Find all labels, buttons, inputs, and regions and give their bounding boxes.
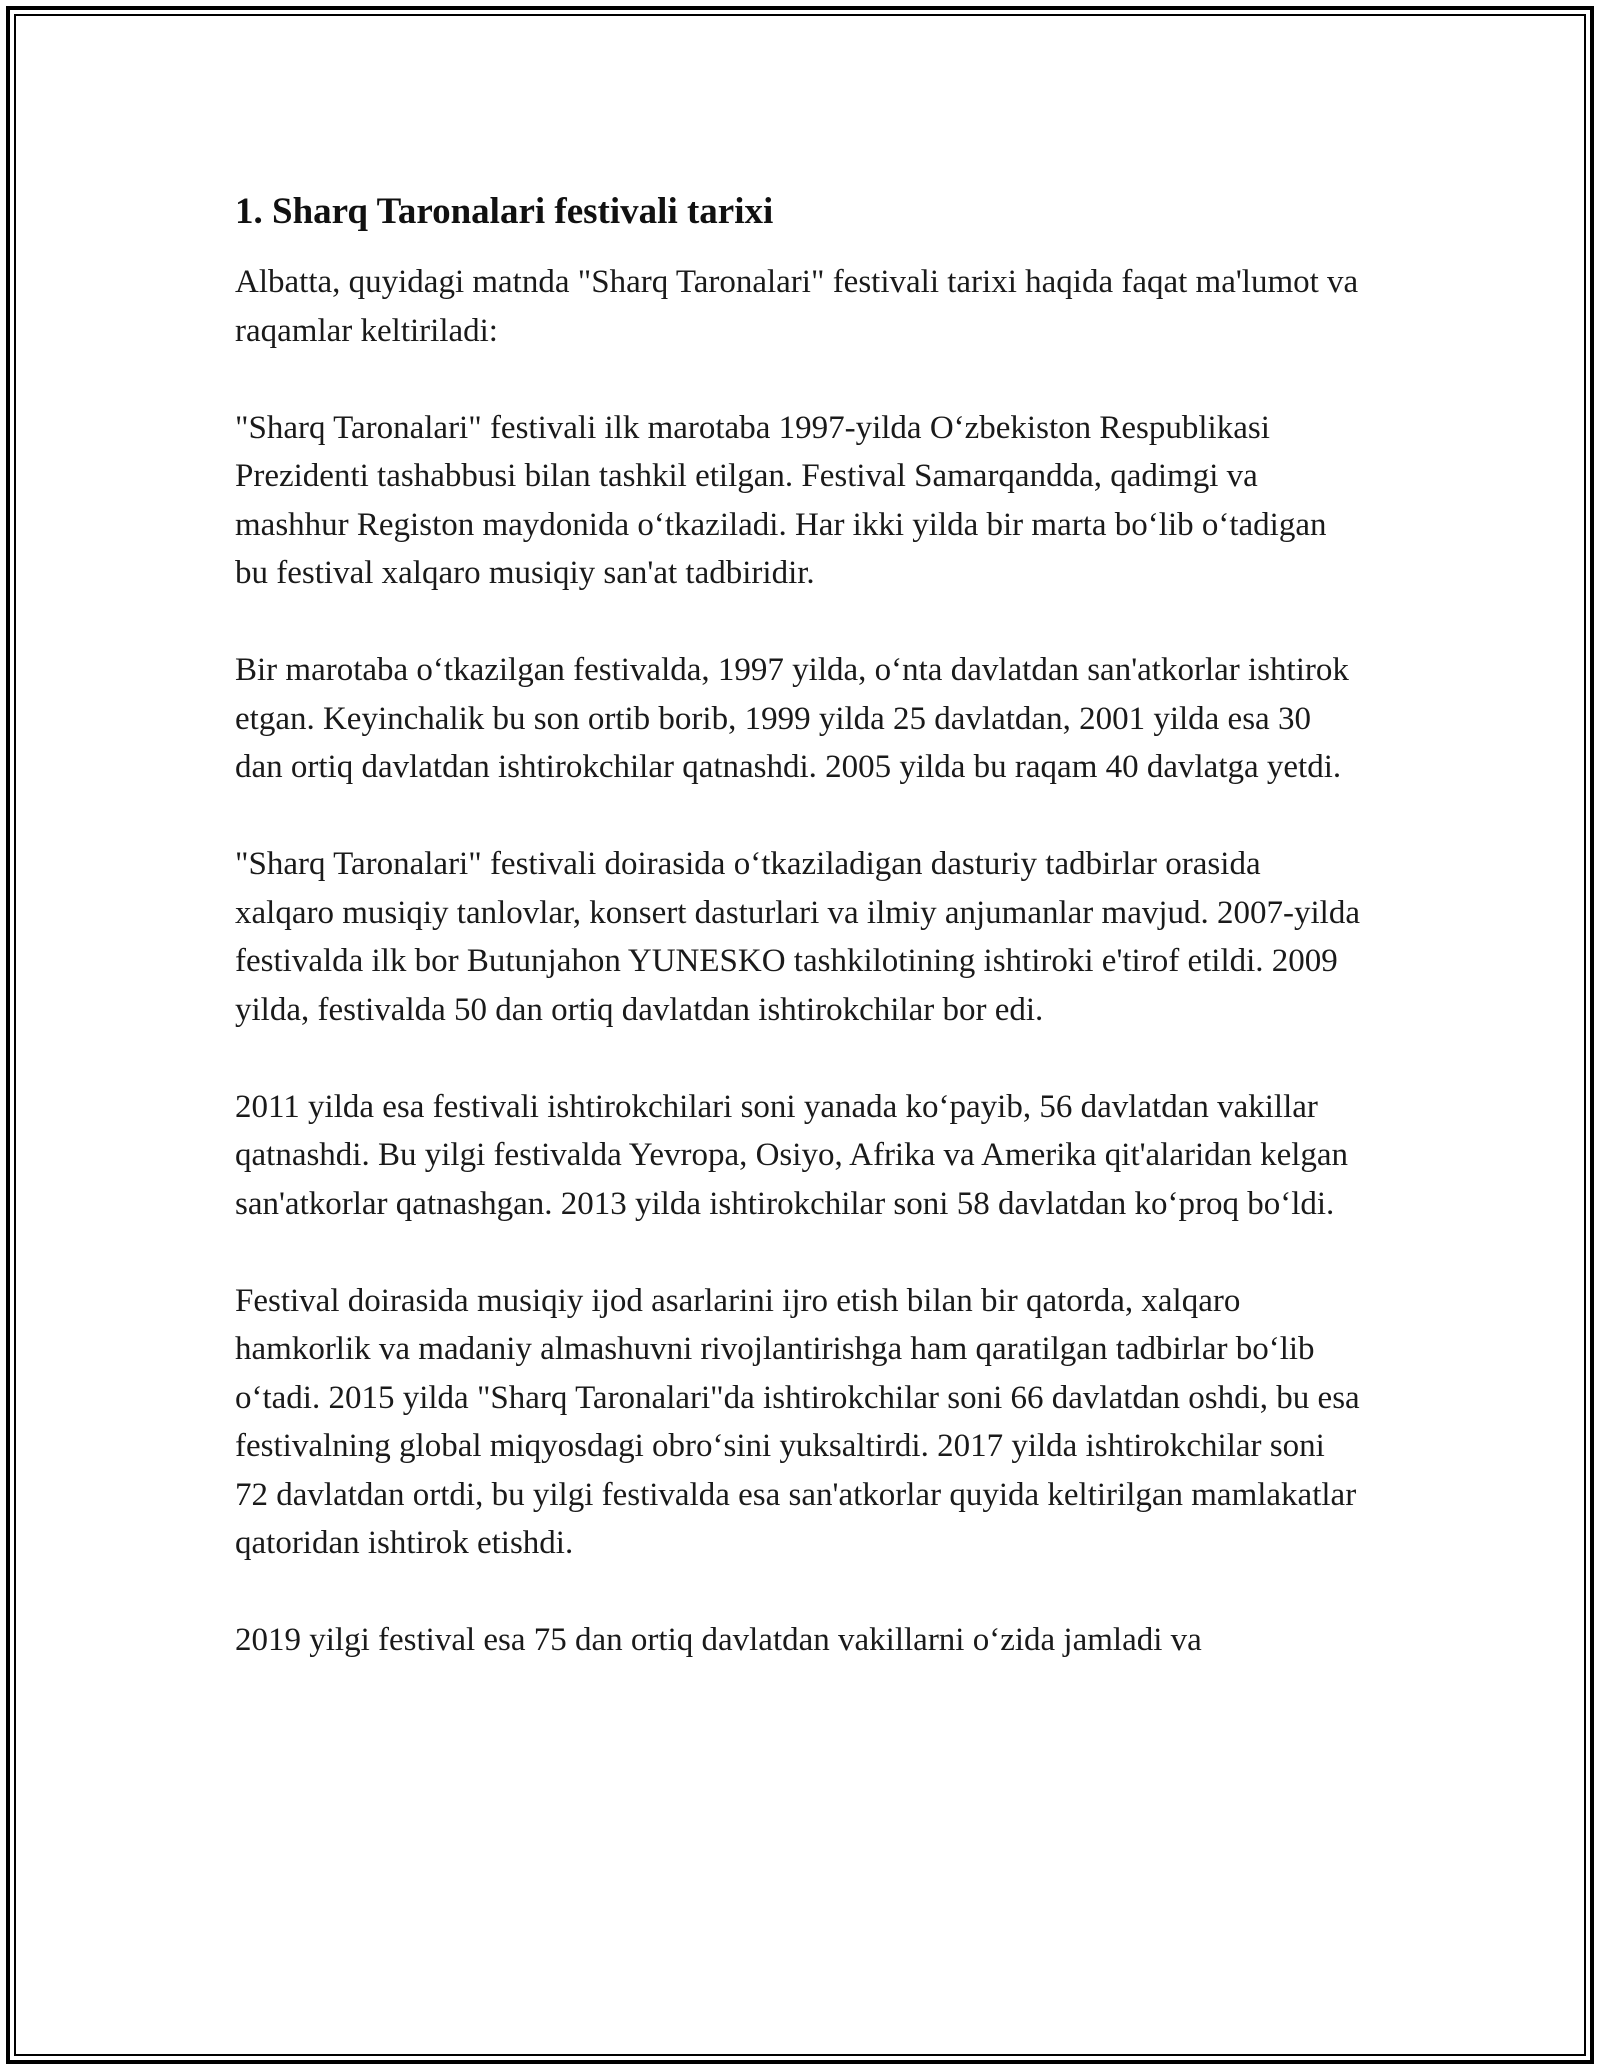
paragraph-founding: "Sharq Taronalari" festivali ilk marotaba 1997-yilda O‘zbekiston Respublikasi Prezidenti tashabbusi bilan tashkil etilgan. Festival Samarqandda, qadimgi va mashhur Registon maydonida o‘tkaziladi. Har ikki yilda bir marta bo‘lib o‘tadigan bu festival xalqaro musiqiy san'at tadbiridir. <box>235 409 1327 591</box>
paragraph-2019: 2019 yilgi festival esa 75 dan ortiq davlatdan vakillarni o‘zida jamladi va <box>235 1622 1202 1658</box>
paragraph-2015-2017: Festival doirasida musiqiy ijod asarlarini ijro etish bilan bir qatorda, xalqaro hamkorlik va madaniy almashuvni rivojlantirishga ham qaratilgan tadbirlar bo‘lib o‘tadi. 2015 yilda "Sharq Taronalari"da ishtirokchilar soni 66 davlatdan oshdi, bu esa festivalning global miqyosdagi obro‘sini yuksaltirdi. 2017 yilda ishtirokchilar soni 72 davlatdan ortdi, bu yilgi festivalda esa san'atkorlar quyida keltirilgan mamlakatlar qatoridan ishtirok etishdi. <box>235 1282 1360 1561</box>
paragraph-2011-2013: 2011 yilda esa festivali ishtirokchilari soni yanada ko‘payib, 56 davlatdan vakillar qatnashdi. Bu yilgi festivalda Yevropa, Osiyo, Afrika va Amerika qit'alaridan kelgan san'atkorlar qatnashgan. 2013 yilda ishtirokchilar soni 58 davlatdan ko‘proq bo‘ldi. <box>235 1088 1349 1222</box>
paragraph-intro: Albatta, quyidagi matnda "Sharq Taronalari" festivali tarixi haqida faqat ma'lumot va raqamlar keltiriladi: <box>235 264 1359 349</box>
section-heading: 1. Sharq Taronalari festivali tarixi <box>235 191 774 232</box>
paragraph-early-participation: Bir marotaba o‘tkazilgan festivalda, 1997 yilda, o‘nta davlatdan san'atkorlar ishtirok etgan. Keyinchalik bu son ortib borib, 1999 yilda 25 davlatdan, 2001 yilda esa 30 dan ortiq davlatdan ishtirokchilar qatnashdi. 2005 yilda bu raqam 40 davlatga yetdi. <box>235 652 1349 785</box>
document-body <box>235 188 1365 1713</box>
paragraph-programs: "Sharq Taronalari" festivali doirasida o‘tkaziladigan dasturiy tadbirlar orasida xalqaro musiqiy tanlovlar, konsert dasturlari va ilmiy anjumanlar mavjud. 2007-yilda festivalda ilk bor Butunjahon YUNESKO tashkilotining ishtiroki e'tirof etildi. 2009 yilda, festivalda 50 dan ortiq davlatdan ishtirokchilar bor edi. <box>235 846 1360 1028</box>
